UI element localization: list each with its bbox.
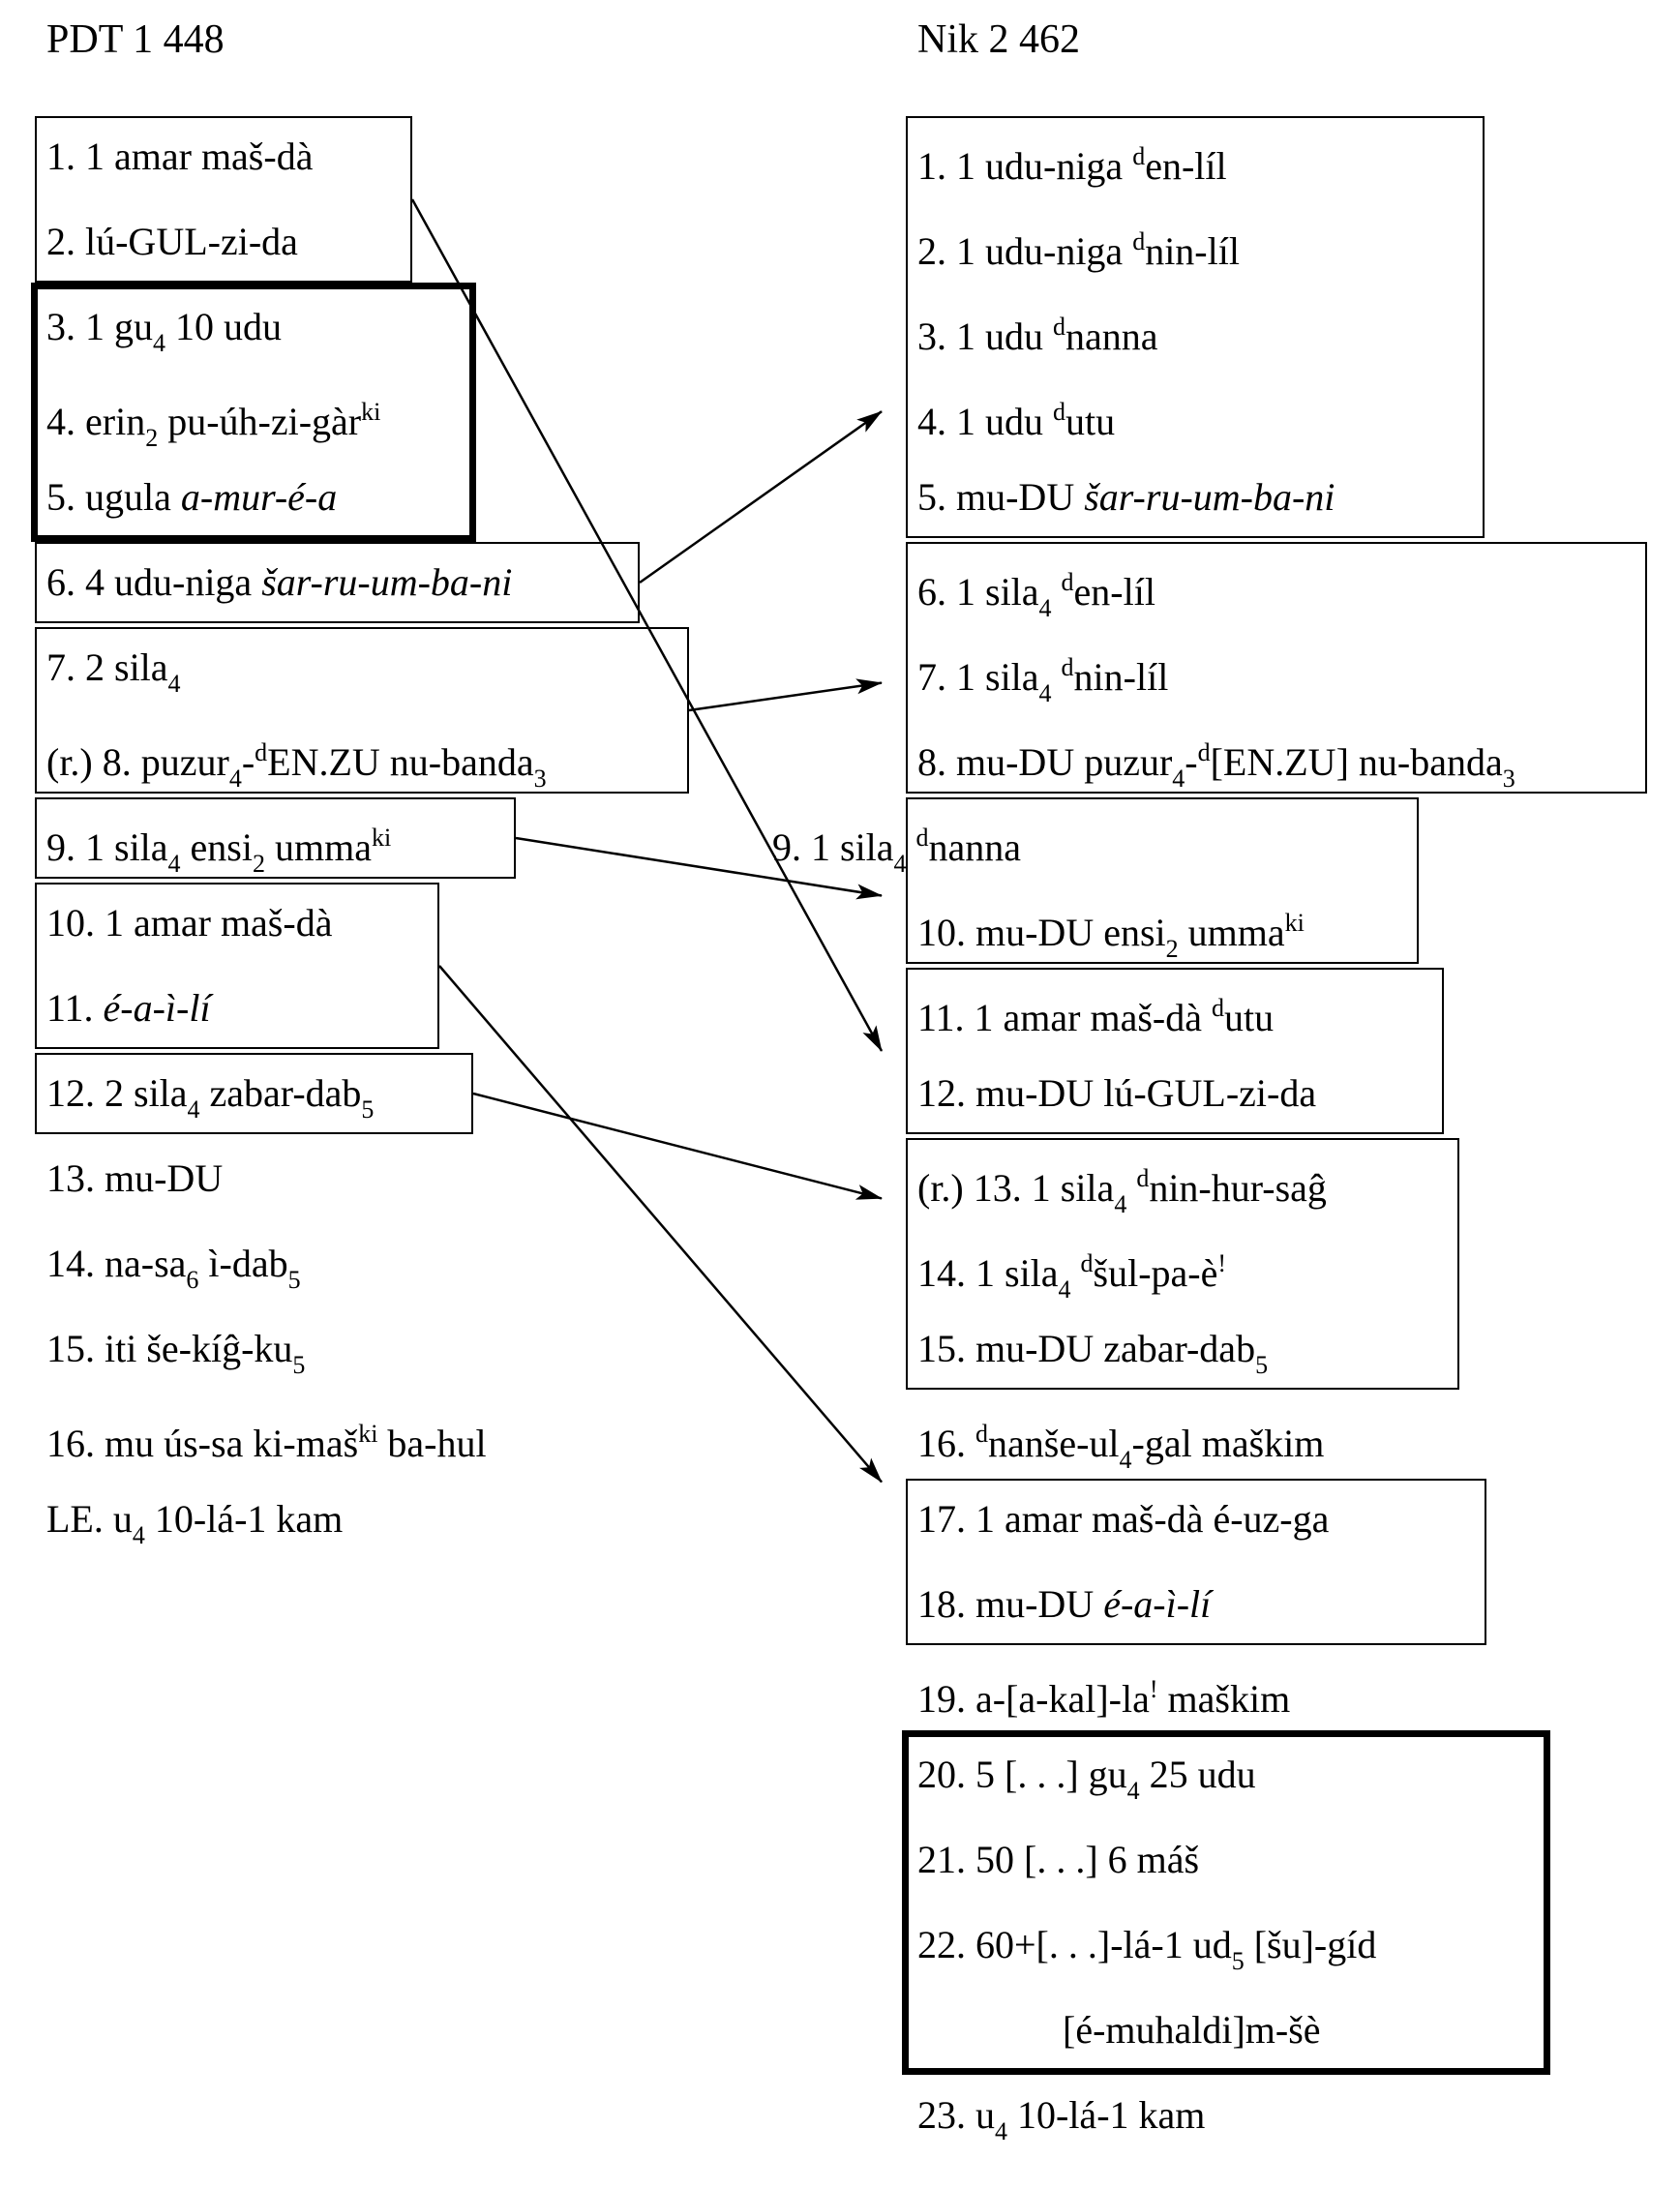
correspondence-arrow-La-Rd: [412, 199, 882, 1051]
text-segment: 16.: [917, 1422, 975, 1465]
text-segment: é-a-ì-lí: [103, 986, 211, 1030]
left-transliteration-line-2: [46, 213, 298, 271]
text-segment: [1071, 1251, 1081, 1295]
left-transliteration-line-8: [46, 724, 547, 793]
text-segment: 7. 2 sila: [46, 645, 168, 689]
text-segment: [1126, 1166, 1136, 1210]
text-segment: d: [1136, 1164, 1150, 1192]
text-segment: 6. 1 sila: [917, 570, 1039, 614]
left-transliteration-line-3: [46, 298, 282, 356]
left-transliteration-line-4: [46, 383, 381, 452]
text-segment: 2. lú-GUL-zi-da: [46, 220, 298, 263]
text-segment: 4: [153, 329, 165, 357]
text-segment: ki: [358, 1420, 378, 1448]
text-segment: 5. mu-DU: [917, 475, 1085, 519]
text-segment: 18. mu-DU: [917, 1582, 1104, 1626]
text-segment: 10. mu-DU ensi: [917, 911, 1166, 954]
text-segment: 4: [132, 1521, 145, 1549]
left-transliteration-line-11: [46, 979, 211, 1037]
right-transliteration-line-9: [772, 809, 1022, 878]
text-segment: -: [1185, 740, 1198, 784]
right-transliteration-line-16: [917, 1405, 1325, 1474]
text-segment: [šu]-gíd: [1244, 1923, 1377, 1966]
text-segment: ì-dab: [198, 1242, 288, 1285]
text-segment: ki: [371, 824, 392, 852]
text-segment: 16. mu ús-sa ki-maš: [46, 1422, 359, 1465]
text-segment: 4: [1114, 1190, 1127, 1218]
text-segment: 15. mu-DU zabar-dab: [917, 1327, 1256, 1370]
text-segment: 5: [361, 1095, 375, 1124]
text-segment: [é-muhaldi]m-šè: [1063, 2008, 1321, 2052]
text-segment: 1. 1 udu-niga: [917, 144, 1133, 188]
text-segment: 4: [1038, 594, 1052, 622]
right-transliteration-line-11: [917, 979, 1274, 1037]
text-segment: a-mur-é-a: [180, 475, 338, 519]
right-transliteration-line-20: [917, 1746, 1256, 1804]
text-segment: 5: [1255, 1351, 1269, 1379]
text-segment: 4: [167, 850, 181, 878]
left-transliteration-line-7: [46, 639, 181, 697]
text-segment: ensi: [180, 825, 253, 869]
text-segment: 3. 1 udu: [917, 315, 1053, 358]
text-segment: d: [255, 738, 268, 766]
left-transliteration-line-9: [46, 809, 392, 878]
text-segment: 2: [252, 850, 265, 878]
text-segment: 10-lá-1 kam: [144, 1497, 344, 1541]
text-segment: šar-ru-um-ba-ni: [1084, 475, 1335, 519]
text-segment: 3: [533, 765, 547, 793]
text-segment: nanna: [928, 825, 1022, 869]
text-segment: 11. 1 amar maš-dà: [917, 996, 1212, 1039]
text-segment: 4: [995, 2117, 1007, 2145]
text-segment: d: [975, 1420, 988, 1448]
text-segment: 2: [1165, 935, 1179, 963]
text-segment: 7. 1 sila: [917, 655, 1039, 699]
text-segment: 1. 1 amar maš-dà: [46, 135, 314, 178]
text-segment: 19. a-[a-kal]-la: [917, 1677, 1150, 1721]
right-transliteration-line-13: [917, 1150, 1327, 1218]
text-segment: 5: [292, 1351, 306, 1379]
text-segment: ba-hul: [377, 1422, 487, 1465]
right-transliteration-line-5: [917, 468, 1335, 526]
text-segment: d: [1061, 653, 1074, 681]
text-segment: LE. u: [46, 1497, 133, 1541]
right-transliteration-line-1: [917, 128, 1227, 186]
right-transliteration-line-15: [917, 1320, 1268, 1378]
right-transliteration-line-8: [917, 724, 1515, 793]
left-transliteration-line-6: [46, 554, 512, 612]
right-transliteration-line-7: [917, 639, 1169, 707]
text-segment: nin-líl: [1145, 229, 1240, 273]
text-segment: šar-ru-um-ba-ni: [261, 560, 513, 604]
text-segment: 4: [228, 765, 242, 793]
left-transliteration-line-12: [46, 1065, 374, 1123]
text-segment: 10 udu: [165, 305, 282, 348]
text-segment: [1052, 655, 1062, 699]
text-segment: umma: [264, 825, 372, 869]
text-segment: d: [1197, 738, 1211, 766]
correspondence-arrow-Lf-Rf: [439, 966, 882, 1482]
text-segment: utu: [1223, 996, 1275, 1039]
text-segment: 9. 1 sila: [46, 825, 168, 869]
text-segment: šul-pa-è: [1093, 1251, 1218, 1295]
text-segment: ki: [1284, 909, 1305, 937]
text-segment: 4: [167, 670, 181, 698]
text-segment: utu: [1065, 400, 1116, 443]
left-transliteration-line-1: [46, 128, 313, 186]
text-segment: d: [1053, 313, 1065, 341]
right-transliteration-line-19: [917, 1661, 1290, 1719]
text-segment: 13. mu-DU: [46, 1156, 224, 1200]
text-segment: 25 udu: [1139, 1753, 1256, 1796]
text-segment: [EN.ZU] nu-banda: [1210, 740, 1503, 784]
left-transliteration-line-13: [46, 1150, 223, 1208]
right-transliteration-line-21: [917, 1831, 1199, 1889]
right-transliteration-line-2: [917, 213, 1240, 271]
text-segment: 3: [1502, 765, 1515, 793]
text-segment: 14. 1 sila: [917, 1251, 1059, 1295]
text-segment: 5: [287, 1266, 301, 1294]
text-segment: !: [1217, 1249, 1227, 1277]
text-segment: en-líl: [1145, 144, 1227, 188]
text-segment: 4: [1038, 679, 1052, 707]
text-segment: 22. 60+[. . .]-lá-1 ud: [917, 1923, 1232, 1966]
text-segment: nin-hur-saĝ: [1149, 1166, 1327, 1210]
left-transliteration-line-14: [46, 1235, 301, 1293]
text-segment: 3. 1 gu: [46, 305, 153, 348]
text-segment: 10-lá-1 kam: [1007, 2093, 1206, 2137]
text-segment: 4: [187, 1095, 200, 1124]
text-segment: umma: [1178, 911, 1285, 954]
text-segment: (r.) 13. 1 sila: [917, 1166, 1115, 1210]
left-tablet-title: PDT 1 448: [46, 17, 225, 62]
text-segment: (r.) 8. puzur: [46, 740, 229, 784]
text-segment: maškim: [1157, 1677, 1291, 1721]
text-segment: é-a-ì-lí: [1103, 1582, 1212, 1626]
right-transliteration-line-10: [917, 894, 1305, 963]
right-transliteration-line-18: [917, 1575, 1211, 1634]
text-segment: d: [1132, 142, 1146, 170]
text-segment: nanna: [1065, 315, 1158, 358]
text-segment: zabar-dab: [199, 1071, 362, 1115]
text-segment: d: [1132, 227, 1146, 255]
text-segment: pu-úh-zi-gàr: [158, 400, 362, 443]
text-segment: 8. mu-DU puzur: [917, 740, 1173, 784]
text-segment: 2. 1 udu-niga: [917, 229, 1133, 273]
text-segment: -: [241, 740, 255, 784]
text-segment: 4. 1 udu: [917, 400, 1053, 443]
right-transliteration-line-17: [917, 1490, 1329, 1548]
text-segment: 21. 50 [. . .] 6 máš: [917, 1838, 1200, 1881]
right-tablet-title: Nik 2 462: [917, 17, 1080, 62]
text-segment: 4: [1172, 765, 1185, 793]
left-transliteration-line-5: [46, 468, 337, 526]
right-transliteration-line-22: [917, 1916, 1376, 1974]
text-segment: 17. 1 amar maš-dà é-uz-ga: [917, 1497, 1330, 1541]
right-transliteration-line-22b: [1063, 2001, 1321, 2059]
text-segment: 4. erin: [46, 400, 146, 443]
right-transliteration-line-3: [917, 298, 1158, 356]
text-segment: EN.ZU nu-banda: [267, 740, 534, 784]
text-segment: 4: [893, 850, 907, 878]
text-segment: nanše-ul: [988, 1422, 1120, 1465]
text-segment: 4: [1058, 1275, 1071, 1304]
text-segment: 6: [186, 1266, 199, 1294]
correspondence-arrow-Lc-Ra: [640, 411, 882, 583]
right-transliteration-line-12: [917, 1065, 1316, 1123]
left-transliteration-line-LE: [46, 1490, 343, 1548]
text-segment: en-líl: [1073, 570, 1155, 614]
correspondence-arrow-Ld-Rb: [689, 683, 882, 710]
text-segment: d: [1211, 994, 1224, 1022]
text-segment: 23. u: [917, 2093, 995, 2137]
text-segment: 5: [1231, 1947, 1245, 1975]
text-segment: nin-líl: [1073, 655, 1169, 699]
text-segment: 12. 2 sila: [46, 1071, 188, 1115]
text-segment: 4: [1126, 1777, 1140, 1805]
left-transliteration-line-10: [46, 894, 332, 952]
left-transliteration-line-16: [46, 1405, 487, 1463]
text-segment: !: [1149, 1675, 1158, 1703]
text-segment: d: [1080, 1249, 1094, 1277]
text-segment: 2: [145, 424, 159, 452]
text-segment: d: [915, 824, 929, 852]
right-transliteration-line-23: [917, 2086, 1205, 2144]
right-transliteration-line-14: [917, 1235, 1227, 1304]
right-transliteration-line-4: [917, 383, 1115, 441]
text-segment: d: [1061, 568, 1074, 596]
text-segment: -gal maškim: [1131, 1422, 1325, 1465]
text-segment: [1052, 570, 1062, 614]
text-segment: 9. 1 sila: [772, 825, 894, 869]
text-segment: 5. ugula: [46, 475, 181, 519]
text-segment: 14. na-sa: [46, 1242, 187, 1285]
text-segment: 20. 5 [. . .] gu: [917, 1753, 1127, 1796]
text-segment: 12. mu-DU lú-GUL-zi-da: [917, 1071, 1317, 1115]
correspondence-arrow-Lg-Re: [473, 1094, 882, 1198]
text-segment: 6. 4 udu-niga: [46, 560, 262, 604]
text-segment: 4: [1119, 1446, 1132, 1474]
left-transliteration-line-15: [46, 1320, 305, 1378]
right-transliteration-line-6: [917, 554, 1155, 622]
text-segment: [907, 825, 916, 869]
text-segment: ki: [361, 398, 381, 426]
text-segment: 11.: [46, 986, 104, 1030]
text-segment: 10. 1 amar maš-dà: [46, 901, 333, 945]
text-segment: d: [1053, 398, 1065, 426]
text-segment: 15. iti še-kíĝ-ku: [46, 1327, 293, 1370]
